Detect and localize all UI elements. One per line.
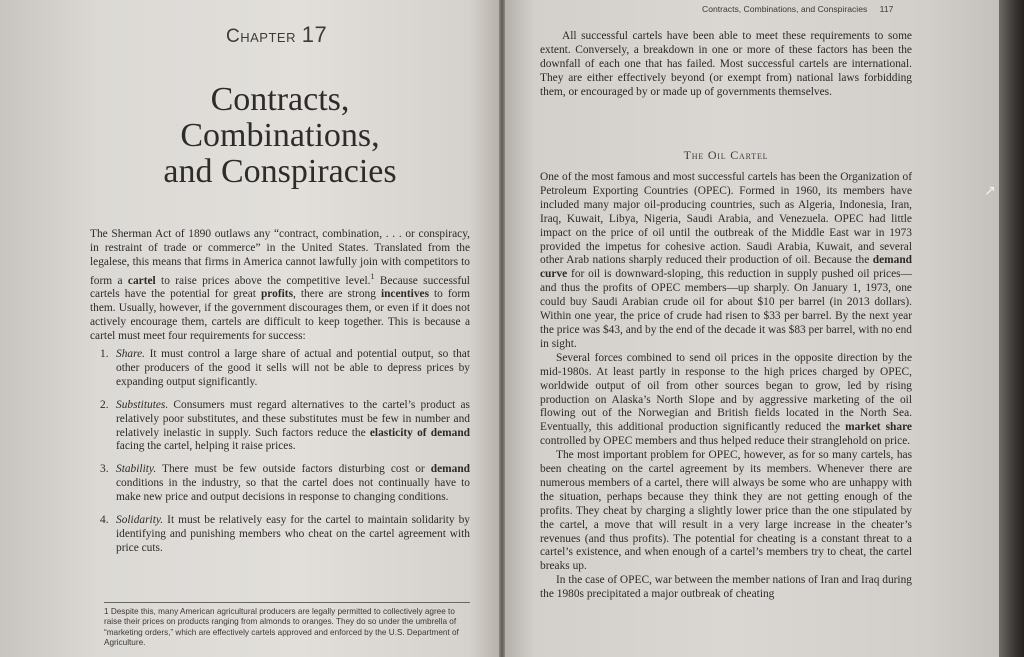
- list-item: [90, 399, 470, 455]
- footnote-marker: 1: [370, 271, 375, 281]
- footnote: [104, 602, 470, 648]
- left-page: [0, 0, 499, 657]
- paragraph: [540, 171, 912, 352]
- list-item: [90, 514, 470, 556]
- paragraph-text: One of the most famous and most successful cartels has been the Organization of Petroleum Exporting Countries (OPEC). Formed in 1960, its members have included many major oil-producing countries, such as Algeria, Indonesia, Iran, Iraq, Kuwait, Libya, Nigeria, Saudi Arabia, and Venezuela. OPEC had little impact on the price of oil until the outbreak of the Middle East war in 1973 provided the impetus for cohesive action. Saudi Arabia, Kuwait, and several other Arab nations sharply reduced their production of oil. Because the: [540, 171, 912, 267]
- intro-text-3: Because successful cartels have the potential for great: [90, 274, 470, 301]
- requirement-term: Substitutes.: [116, 398, 169, 411]
- list-item-number: 3.: [100, 463, 109, 476]
- intro-text-2: to raise prices above the competitive level.: [155, 274, 371, 287]
- list-item: [90, 348, 470, 390]
- intro-text-1: The Sherman Act of 1890 outlaws any “contract, combination, . . . or conspiracy, in restraint of trade or commerce” in the United States. Translated from the legalese, this means that firms in America cannot lawfully join with competitors to form a: [90, 228, 470, 287]
- requirement-text: conditions in the industry, so that the cartel does not continually have to make new price and output decisions in response to changing conditions.: [116, 477, 470, 504]
- running-head-title: Contracts, Combinations, and Conspiracies: [702, 4, 868, 14]
- footnote-text: Despite this, many American agricultural producers are legally permitted to collectively agree to raise their prices on products ranging from almonds to oranges. They do so under the umbrella of “marketing orders,” which are effectively cartels approved and enforced by the U.S. Department of Agriculture.: [104, 607, 459, 647]
- intro-paragraph: [90, 228, 470, 344]
- paragraph-text: controlled by OPEC members and thus helped reduce their stranglehold on price.: [540, 435, 911, 448]
- requirement-term: Solidarity.: [116, 514, 164, 527]
- paragraph: In the case of OPEC, war between the member nations of Iran and Iraq during the 1980s precipitated a major outbreak of cheating: [540, 574, 912, 601]
- term-cartel: cartel: [127, 274, 156, 287]
- footnote-number: 1: [104, 607, 109, 616]
- requirement-text: There must be few outside factors disturbing cost or: [156, 463, 431, 476]
- term-market-share: market share: [845, 421, 912, 434]
- list-item-number: 2.: [100, 398, 109, 411]
- chapter-word: Chapter: [226, 26, 296, 47]
- list-item-number: 1.: [100, 348, 109, 361]
- intro-text-4: , there are strong: [293, 288, 381, 301]
- requirement-text: It must be relatively easy for the cartel to maintain solidarity by identifying and punishing members who cheat on the cartel agreement with price cuts.: [116, 514, 470, 554]
- paragraph-text: Several forces combined to send oil prices in the opposite direction by the mid-1980s. At least partly in response to the high prices charged by OPEC, worldwide output of oil from other sources began to grow, led by rising production on Alaska’s North Slope and by aggressive marketing of the oil flowing out of the Norwegian and British fields located in the North Sea. Eventually, this additional production significantly reduced the: [540, 351, 912, 434]
- requirements-list: [90, 348, 470, 556]
- requirement-term: Stability.: [116, 463, 157, 476]
- chapter-title-line-2: Combinations,: [180, 117, 380, 154]
- running-head: [702, 4, 893, 14]
- paragraph-text: for oil is downward-sloping, this reduction in supply pushed oil prices—and thus the profits of OPEC members—up sharply. On January 1, 1973, one could buy Saudi Arabian crude oil for about $10 per barrel (in 2013 dollars). Within one year, the price of crude had risen to $33 per barrel. By the next year the price was $43, and by the end of the decade it was $83 per barrel, with no end in sight.: [540, 268, 912, 350]
- chapter-number: 17: [301, 22, 328, 47]
- chapter-title-line-3: and Conspiracies: [163, 153, 397, 190]
- mouse-cursor-icon: ↗: [984, 183, 996, 199]
- chapter-label: [226, 22, 327, 48]
- list-item: [90, 463, 470, 505]
- term-incentives: incentives: [380, 288, 430, 301]
- term-demand-curve: demand curve: [540, 254, 912, 281]
- paragraph: The most important problem for OPEC, however, as for so many cartels, has been cheating on the cartel agreement by its members. Whenever there are numerous members of a cartel, there will always be some who are unhappy with the situation, perhaps because they think they are not getting enough of the profits. They cheat by charging a slightly lower price than the one stipulated by the cartel, a move that will result in a very large increase in the cheater’s revenues (and thus profits). The potential for cheating is a constant threat to a cartel’s existence, and when enough of a cartel’s members try to cheat, the cartel breaks up.: [540, 449, 912, 573]
- intro-section: [90, 228, 470, 565]
- requirement-text: facing the cartel, helping it raise prices.: [116, 440, 296, 453]
- section-body: [540, 171, 912, 602]
- term-demand: demand: [430, 463, 470, 476]
- summary-paragraph: All successful cartels have been able to meet these requirements to some extent. Conversely, a breakdown in one or more of these factors has been the downfall of each one that has failed. Most successful cartels are international. They are either effectively beyond (or exempt from) national laws forbidding them, or encouraged by or made up of governments themselves.: [540, 30, 912, 98]
- list-item-number: 4.: [100, 514, 109, 527]
- intro-text-5: to form them. Usually, however, if the government discourages them, or even if it does not actively encourage them, cartels are difficult to keep together. This is because a cartel must meet four requirements for success:: [90, 288, 470, 343]
- page-number: 117: [879, 4, 894, 14]
- chapter-title-line-1: Contracts,: [210, 81, 350, 118]
- paragraph: [540, 352, 912, 449]
- requirement-text: It must control a large share of actual and potential output, so that other producers of the good it sells will not be able to depress prices by expanding output significantly.: [116, 348, 470, 388]
- desk-edge: [999, 0, 1024, 657]
- section-heading: The Oil Cartel: [683, 148, 769, 162]
- requirement-term: Share.: [116, 348, 145, 361]
- term-elasticity-of-demand: elasticity of demand: [369, 426, 470, 439]
- term-profits: profits: [260, 288, 294, 301]
- chapter-title: [140, 82, 420, 190]
- requirement-text: Consumers must regard alternatives to the cartel’s product as relatively poor substitutes, and these substitutes must be few in number and relatively inelastic in supply. Such factors reduce the: [116, 398, 470, 439]
